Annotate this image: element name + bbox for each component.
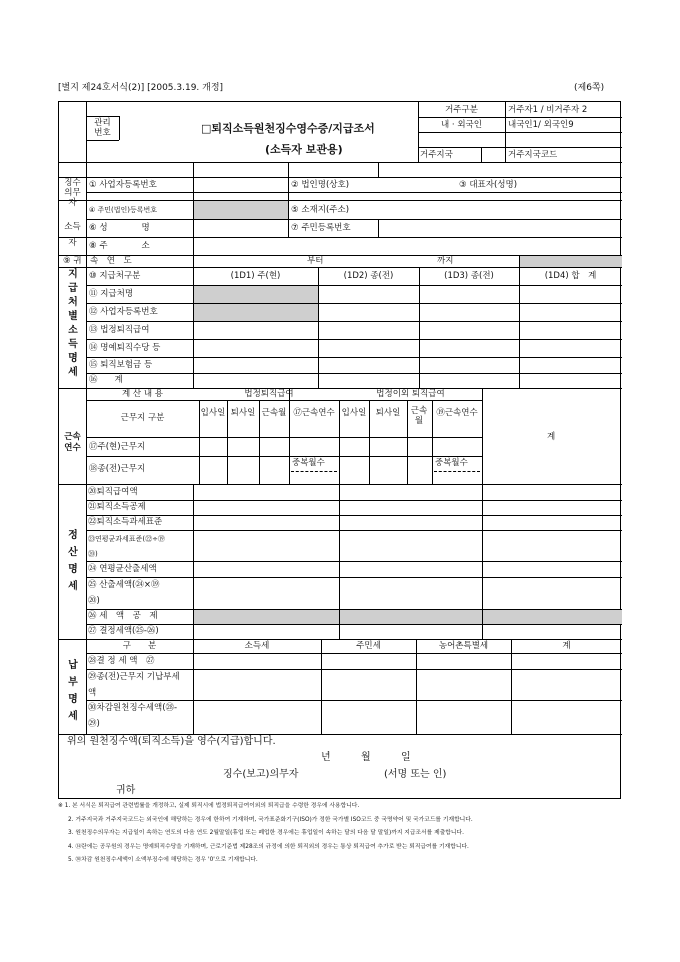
hline [418, 117, 622, 118]
years-header-b: ⑲근속연수 [436, 408, 478, 418]
residency-value: 거주자1 / 비거주자 2 [508, 105, 588, 115]
overlap-dash-b [434, 471, 480, 472]
period-to: 까지 [437, 256, 454, 266]
shade-payto-bizno [193, 303, 318, 321]
hline [86, 192, 622, 193]
vline [407, 400, 408, 484]
vline [416, 639, 417, 734]
resident-tax-header: 주민세 [356, 641, 381, 651]
shade-payto-name [193, 285, 318, 303]
side-char: 처 [68, 297, 78, 308]
residency-label: 거주구분 [445, 105, 478, 115]
hline [59, 639, 622, 640]
hline [86, 357, 622, 358]
net-withholding-label: ㉚차감원천징수세액(㉘- [88, 703, 178, 713]
hline [59, 255, 622, 256]
addressee-label: 귀하 [116, 785, 136, 796]
note-4: 4. ⑭란에는 공무원의 경우는 명예퇴직수당을 기재하며, 근로기준법 제28조의 규정에 의한 퇴직외의 경우는 통상 퇴직급여 추가로 받는 퇴직급여를 기재합니다. [68, 843, 469, 850]
vline [519, 267, 520, 388]
final-tax-label: ㉗ 결정세액(㉕-㉖) [88, 626, 159, 636]
legal-retire-pay-label: ⑬ 법정퇴직급여 [89, 325, 150, 335]
representative-label: ③ 대표자(성명) [459, 180, 518, 190]
hline [59, 734, 622, 735]
hline [86, 515, 622, 516]
hline [86, 561, 622, 562]
hline [86, 624, 622, 625]
vline [519, 255, 520, 267]
prev-paid-tax-label: ㉙종(전)근무지 기납부세 [88, 672, 180, 682]
tenure-total-label: 계 [547, 432, 556, 442]
shade-period-tail [519, 255, 622, 267]
category-header: 구 분 [122, 641, 157, 651]
honorary-retire-label: ⑭ 명예퇴직수당 등 [89, 343, 161, 353]
page-label: (제6쪽) [574, 83, 605, 93]
vline [321, 639, 322, 734]
side-char: 세 [68, 367, 78, 378]
side-char: 급 [68, 283, 78, 294]
leave-date-header: 퇴사일 [230, 408, 256, 418]
signer-label: 징수(보고)의무자 [223, 769, 299, 780]
hline [86, 609, 622, 610]
date-month: 월 [361, 752, 371, 763]
hline [86, 500, 622, 501]
side-char: 세 [68, 581, 78, 592]
side-char: 득 [68, 339, 78, 350]
payer-group-2: 의무 [64, 188, 81, 198]
tax-credit-label: ㉖ 세 액 공 제 [88, 611, 158, 621]
prev-paid-tax-label-2: 액 [88, 688, 97, 698]
hline [86, 437, 482, 438]
overlap-dash [291, 471, 337, 472]
form-subtitle: (소득자 보관용) [265, 143, 343, 156]
hline [418, 147, 622, 148]
col-header-prev2: (1D3) 종(전) [444, 271, 494, 281]
vline [482, 388, 483, 484]
net-withholding-label-2: ㉙) [88, 719, 100, 729]
side-char: 명 [68, 353, 78, 364]
shade-resident-no [193, 200, 288, 219]
leave-date-header-b: 퇴사일 [375, 408, 401, 418]
hline [86, 373, 622, 374]
calc-label: 계 산 내 용 [122, 389, 163, 399]
avg-tax-base-label: ㉓연평균과세표준(㉒÷⑲ [88, 535, 165, 543]
vline [378, 162, 379, 177]
vline [378, 219, 379, 237]
side-char: 별 [68, 311, 78, 322]
hline [86, 321, 622, 322]
overlap-months-label-b: 중복월수 [435, 458, 468, 468]
hline [86, 339, 622, 340]
form-number: [별지 제24호서식(2)] [2005.3.19. 개정] [58, 83, 224, 93]
vline [419, 267, 420, 388]
receipt-statement: 위의 원천징수액(퇴직소득)을 영수(지급)합니다. [67, 736, 276, 747]
hline [86, 530, 622, 531]
hline [418, 132, 622, 133]
date-day: 일 [401, 752, 411, 763]
hline [86, 285, 622, 286]
vline [339, 484, 340, 639]
side-char: 지 [68, 269, 78, 280]
calc-tax-label: ㉕ 산출세액(㉔×⑲ [88, 580, 160, 590]
vline [119, 116, 120, 140]
hline [86, 700, 622, 701]
country-label: 거주지국 [420, 150, 453, 160]
side-char: 소 [68, 325, 78, 336]
tax-base-label: ㉒퇴직소득과세표준 [88, 517, 163, 527]
hline [59, 177, 622, 178]
tenure-side-1: 근속 [64, 432, 81, 442]
notes [58, 800, 658, 868]
workplace-label: 근무지 구분 [120, 413, 165, 423]
retire-pay-amount-label: ⑳퇴직급여액 [88, 487, 138, 497]
years-header: ⑰근속연수 [293, 408, 335, 418]
payer-resident-no-label: ④ 주민(법인)등록번호 [89, 206, 158, 214]
mgmt-no-label-1: 관리 [94, 118, 111, 128]
vline [511, 639, 512, 734]
corp-name-label: ② 법인명(상호) [291, 180, 350, 190]
period-label: ⑨ 귀 속 연 도 [63, 256, 132, 266]
hline [86, 456, 482, 457]
hline [86, 653, 622, 654]
vline [481, 147, 482, 162]
side-char: 명 [68, 564, 78, 575]
rural-tax-header: 농어촌특별세 [438, 641, 489, 651]
biz-reg-no-label: ① 사업자등록번호 [89, 180, 157, 190]
payment-detail-side [63, 268, 83, 380]
hire-date-header-b: 입사일 [341, 408, 367, 418]
col-header-total: (1D4) 합 계 [544, 271, 597, 281]
retire-insurance-label: ⑮ 퇴직보험금 등 [89, 360, 153, 370]
hline [86, 140, 119, 141]
col-header-prev1: (1D2) 종(전) [343, 271, 394, 281]
hline [59, 200, 622, 201]
avg-tax-base-label-2: ⑳) [88, 550, 98, 558]
note-3: 3. 원천징수의무자는 지급일이 속하는 연도의 다음 연도 2월말일(휴업 또는 폐업한 경우에는 휴업일이 속하는 달의 다음 달 말일)까지 지급조서를 제출합니다. [68, 830, 464, 837]
note-5: 5. ㉚차감 원천징수세액이 소액부징수에 해당하는 경우 '0'으로 기재합니다. [68, 857, 258, 864]
hline [86, 303, 622, 304]
col-header-current: (1D1) 주(현) [230, 271, 281, 281]
hline [59, 267, 622, 268]
settlement-side [63, 527, 83, 595]
nationality-value: 내국인1/ 외국인9 [508, 120, 574, 130]
vline [482, 484, 483, 639]
hire-date-header: 입사일 [200, 408, 226, 418]
payer-group-3: 자 [68, 198, 77, 208]
note-1: ※ 1. 본 서식은 퇴직급여 관련법률을 개정하고, 실제 퇴직시에 법정퇴직급여이외의 퇴직급을 수령한 경우에 사용합니다. [58, 803, 360, 809]
tax-total-header: 계 [562, 641, 571, 651]
avg-calc-tax-label: ㉔ 연평균산출세액 [88, 564, 157, 574]
country-code-label: 거주지국코드 [508, 150, 558, 160]
tenure-side-2: 연수 [64, 443, 81, 453]
current-workplace-label: ⑰주(현)근무지 [89, 442, 146, 452]
note-2: 2. 거주지국과 거주지국코드는 외국인에 해당하는 경우에 한하여 기재하며, 국가표준화기구(ISO)가 정한 국가별 ISO코드 중 국명약어 및 국가코드를 기재합니다. [68, 816, 473, 823]
prev-workplace-label: ⑱종(전)근무지 [89, 464, 146, 474]
vline [289, 388, 290, 484]
hline [86, 219, 622, 220]
payto-type-label: ⑩ 지급처구분 [89, 271, 141, 281]
vline [193, 484, 194, 734]
hline [59, 162, 622, 163]
nationality-label: 내 · 외국인 [441, 120, 482, 130]
withholding-receipt-form [58, 101, 621, 799]
retire-deduction-label: ㉑퇴직소득공제 [88, 502, 146, 512]
earner-name-label: ⑥ 성 명 [89, 223, 150, 233]
side-char: 산 [68, 547, 78, 558]
mgmt-no-label-2: 번호 [94, 128, 111, 138]
decided-tax-label: ㉘결 정 세 액 ㉗ [88, 656, 155, 666]
hline [86, 577, 622, 578]
payer-address-label: ⑤ 소재지(주소) [291, 205, 350, 215]
overlap-months-label: 중복월수 [292, 458, 325, 468]
sign-hint: (서명 또는 인) [384, 769, 447, 780]
shade-tax-credit [193, 609, 622, 624]
side-char: 세 [68, 711, 78, 722]
payer-group-1: 징수 [64, 178, 81, 188]
legal-label: 법정퇴직급여 [244, 389, 294, 399]
payto-name-label: ⑪ 지급처명 [89, 289, 134, 299]
months-header-b: 근속월 [410, 406, 428, 426]
months-header: 근속월 [261, 408, 287, 418]
earner-resident-no-label: ⑦ 주민등록번호 [291, 223, 351, 233]
hline [86, 400, 482, 401]
hline [86, 116, 119, 117]
hline [59, 237, 622, 238]
earner-group-1: 소득 [64, 222, 81, 232]
nonlegal-label: 법정이외 퇴직급여 [376, 389, 445, 399]
side-char: 납 [68, 660, 78, 671]
earner-address-label: ⑧ 주 소 [89, 241, 150, 251]
form-title: □퇴직소득원천징수영수증/지급조서 [201, 122, 375, 135]
hline [86, 669, 622, 670]
income-tax-header: 소득세 [244, 641, 270, 651]
payment-tax-side [63, 657, 83, 725]
payto-bizno-label: ⑫ 사업자등록번호 [89, 307, 158, 317]
calc-tax-label-2: ⑳) [88, 596, 100, 606]
vline [288, 219, 289, 237]
hline [59, 484, 622, 485]
side-char: 부 [68, 677, 78, 688]
period-from: 부터 [307, 256, 324, 266]
subtotal-label: ⑯ 계 [89, 375, 123, 385]
side-char: 명 [68, 694, 78, 705]
date-year: 년 [321, 752, 331, 763]
side-char: 정 [68, 530, 78, 541]
earner-group-2: 자 [68, 238, 77, 248]
vline [318, 267, 319, 388]
